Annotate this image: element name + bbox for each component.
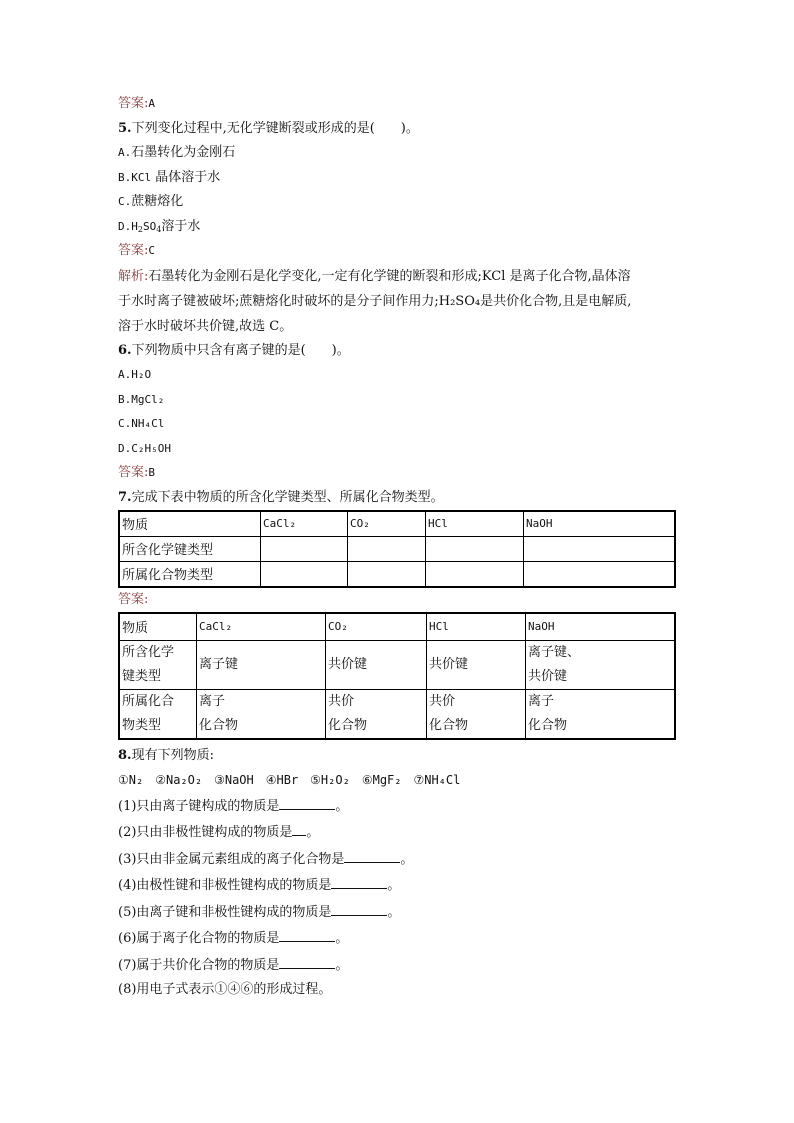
q8-part-7: (7)属于共价化合物的物质是 。: [118, 957, 349, 973]
q5-answer: 答案:C: [118, 243, 156, 258]
answer-blank[interactable]: [331, 903, 387, 916]
table-row: 物质 CaCl₂ CO₂ HCl NaOH: [119, 511, 675, 537]
q6-option-d: D.C₂H₅OH: [118, 441, 171, 455]
table-row: 所含化学键类型: [119, 536, 675, 561]
answer-blank[interactable]: [279, 956, 335, 969]
q5-stem: 5.下列变化过程中,无化学键断裂或形成的是( )。: [118, 120, 419, 136]
answer-blank[interactable]: [292, 823, 306, 836]
q8-part-6: (6)属于离子化合物的物质是 。: [118, 931, 349, 946]
q6-option-b: B.MgCl₂: [118, 392, 165, 406]
answer-blank[interactable]: [331, 876, 387, 889]
q5-option-a: A.石墨转化为金刚石: [118, 145, 236, 160]
answer-blank[interactable]: [344, 850, 400, 863]
q5-analysis: 解析:石墨转化为金刚石是化学变化,一定有化学键的断裂和形成;KCl 是离子化合物,晶体溶 于水时离子键被破坏;蔗糖熔化时破坏的是分子间作用力;H₂SO₄是共价化合物,且是电解质, 溶于水时破坏共价键,故选 C。: [118, 268, 632, 334]
q8-part-1: (1)只由离子键构成的物质是 。: [118, 798, 349, 814]
q6-stem: 6.下列物质中只含有离子键的是( )。: [118, 342, 350, 358]
q8-part-4: (4)由极性键和非极性键构成的物质是 。: [118, 878, 401, 893]
table-row: 所属化合物类型: [119, 561, 675, 587]
q4-answer: 答案:A: [118, 96, 156, 111]
q6-answer: 答案:B: [118, 465, 156, 480]
q7-stem: 7.完成下表中物质的所含化学键类型、所属化合物类型。: [118, 489, 444, 505]
q7-blank-table: [118, 510, 676, 588]
q8-part-3: (3)只由非金属元素组成的离子化合物是 。: [118, 851, 414, 867]
answer-blank[interactable]: [279, 797, 335, 810]
table-row: 所含化学 键类型 离子键 共价键 共价键 离子键、 共价键: [119, 640, 675, 689]
q8-part-8: (8)用电子式表示①④⑥的形成过程。: [118, 982, 332, 997]
q5-option-c: C.蔗糖熔化: [118, 194, 184, 209]
q6-option-c: C.NH₄Cl: [118, 417, 165, 430]
q7-answer-table: [118, 612, 676, 740]
q8-substances: ①N₂ ②Na₂O₂ ③NaOH ④HBr ⑤H₂O₂ ⑥MgF₂ ⑦NH₄Cl: [118, 773, 461, 787]
q5-option-b: B.KCl 晶体溶于水: [118, 169, 221, 185]
q8-stem: 8.现有下列物质:: [118, 747, 214, 763]
q8-part-2: (2)只由非极性键构成的物质是 。: [118, 825, 320, 840]
q7-answer-label: 答案:: [118, 591, 149, 607]
table-row: 所属化合 物类型 离子 化合物 共价 化合物 共价 化合物 离子 化合物: [119, 689, 675, 739]
q6-option-a: A.H₂O: [118, 368, 152, 381]
table-row: 物质 CaCl₂ CO₂ HCl NaOH: [119, 613, 675, 641]
q8-part-5: (5)由离子键和非极性键构成的物质是 。: [118, 904, 401, 920]
answer-blank[interactable]: [279, 929, 335, 942]
q5-option-d: $D.H_2SO_4$溶于水: [118, 218, 201, 234]
worksheet-page: [118, 96, 678, 1007]
